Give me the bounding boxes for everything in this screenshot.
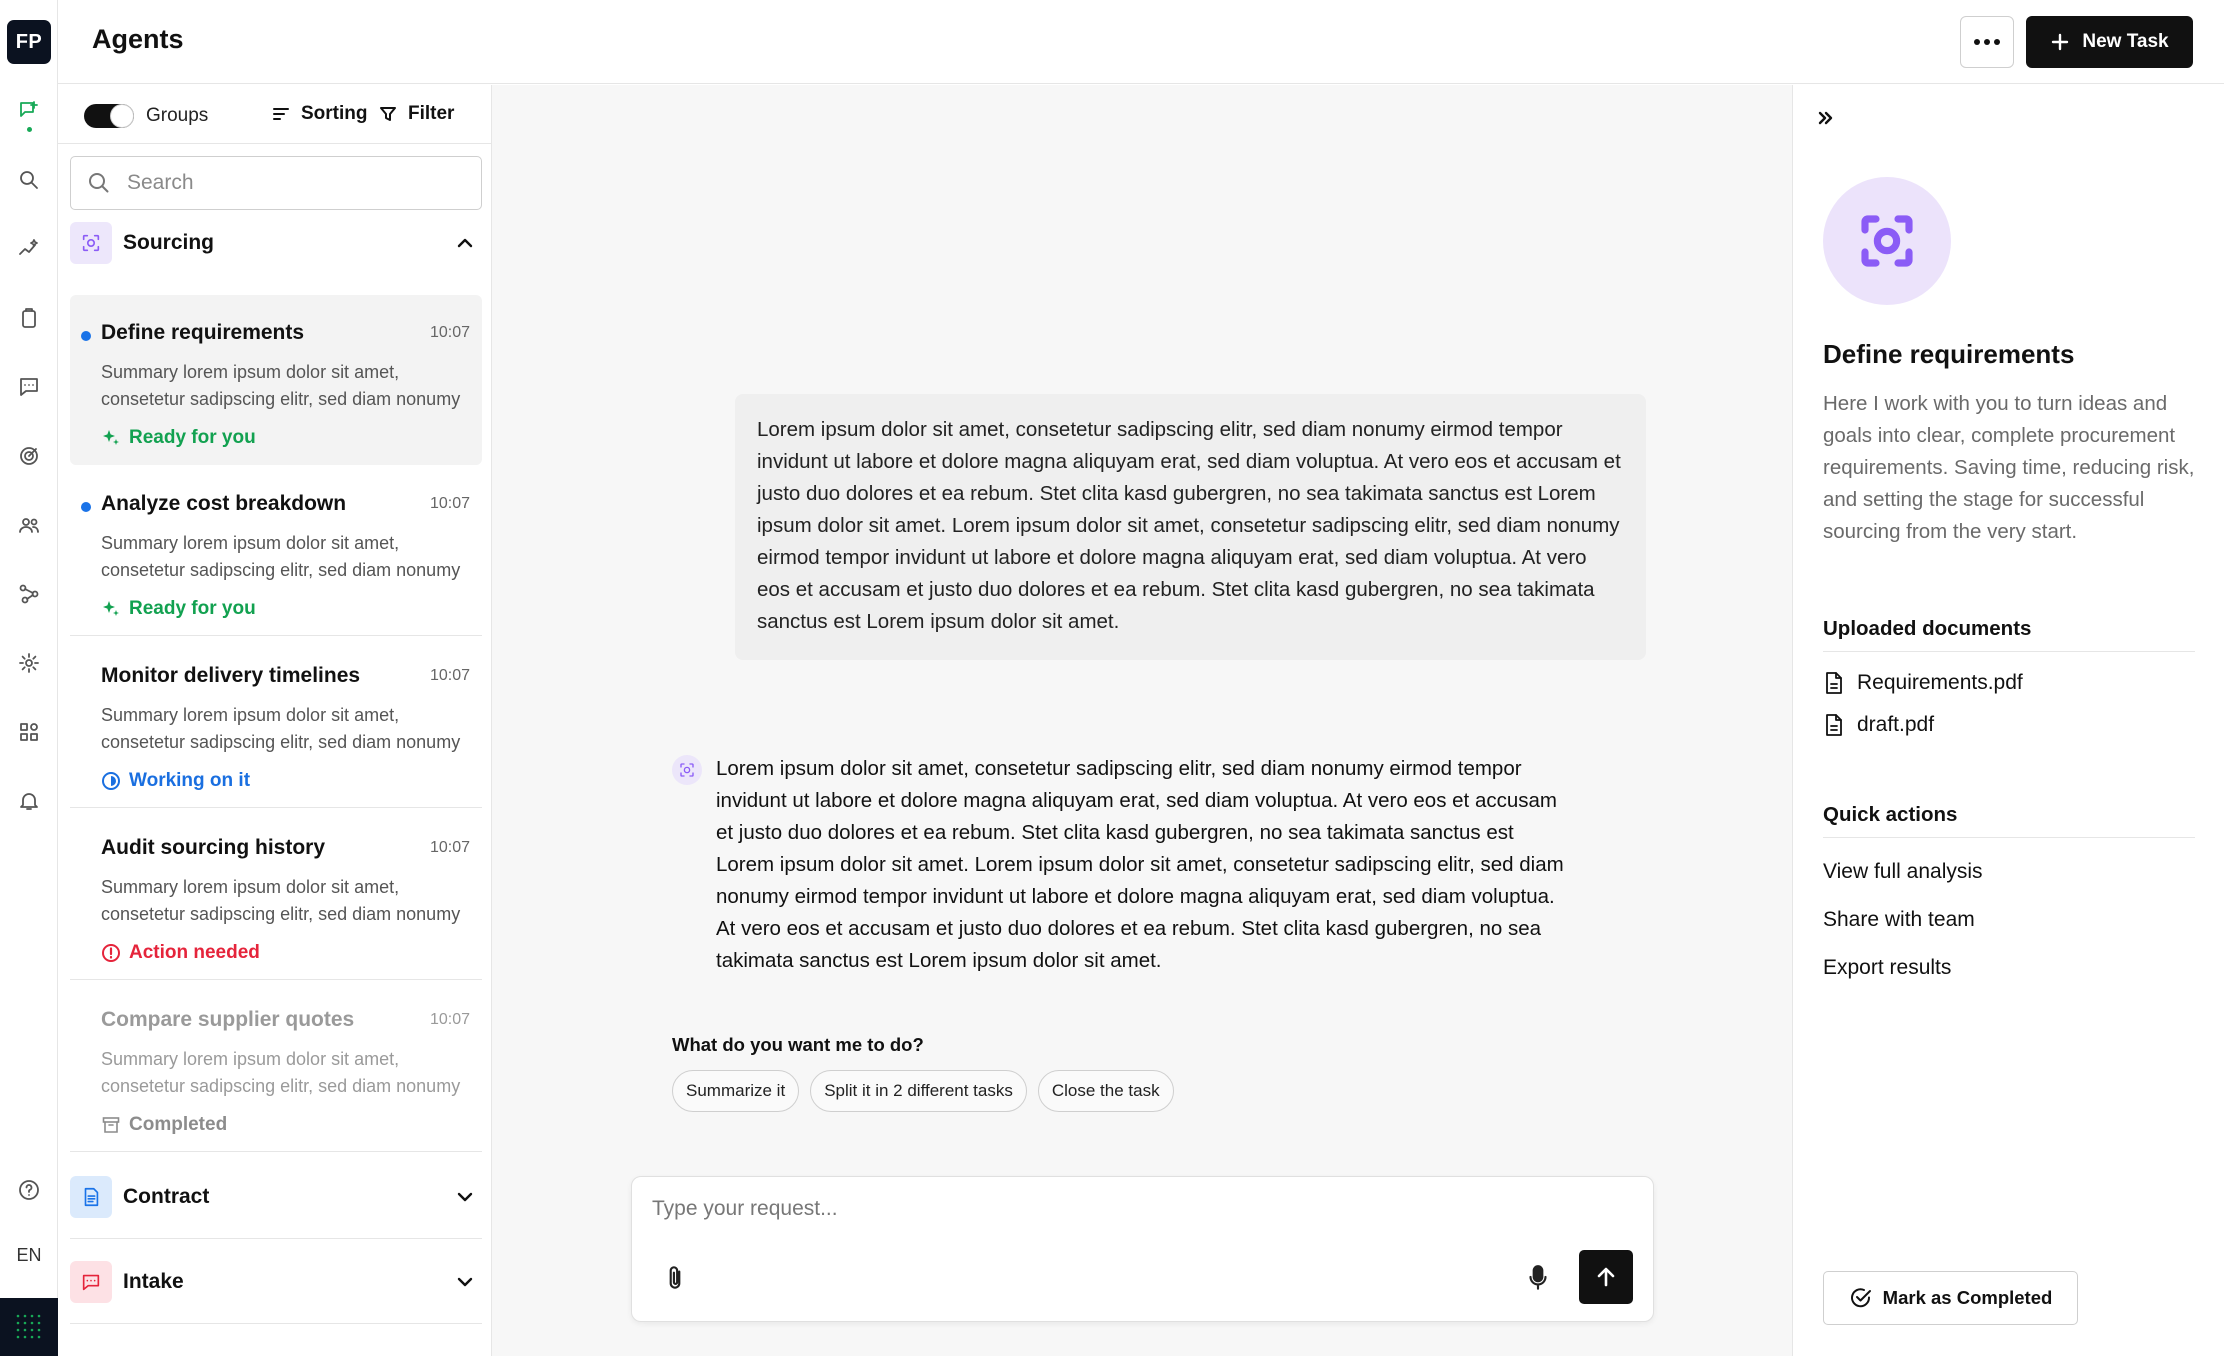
task-title: Analyze cost breakdown [101, 492, 347, 515]
microphone-icon[interactable] [1525, 1263, 1555, 1297]
nav-search-icon[interactable] [14, 165, 44, 195]
quick-action-share[interactable]: Share with team [1823, 908, 1975, 931]
task-title: Define requirements [101, 321, 305, 344]
divider [70, 1238, 482, 1239]
nav-workflow-icon[interactable] [14, 579, 44, 609]
sparkle-icon [101, 599, 121, 619]
nav-rail [0, 0, 58, 1356]
task-title: Audit sourcing history [101, 836, 326, 859]
chevron-down-icon[interactable] [454, 1271, 476, 1293]
status-badge: Ready for you [101, 598, 256, 620]
unread-dot [81, 502, 91, 512]
status-badge: Action needed [101, 942, 260, 964]
groups-toggle[interactable] [84, 104, 134, 128]
new-task-label: New Task [2082, 31, 2169, 52]
task-title: Monitor delivery timelines [101, 664, 361, 687]
status-badge: Completed [101, 1114, 227, 1136]
alert-icon [101, 943, 121, 963]
group-header-contract[interactable] [70, 1175, 482, 1219]
new-task-button[interactable] [2026, 16, 2193, 68]
request-input[interactable] [652, 1197, 1632, 1231]
quick-action-view-analysis[interactable]: View full analysis [1823, 860, 1983, 883]
nav-target-icon[interactable] [14, 441, 44, 471]
nav-agents-icon[interactable] [14, 96, 44, 126]
agent-avatar [672, 755, 702, 785]
group-name: Contract [123, 1185, 210, 1208]
nav-notifications-icon[interactable] [14, 786, 44, 816]
chip-summarize[interactable]: Summarize it [672, 1070, 799, 1112]
chevron-up-icon[interactable] [454, 232, 476, 254]
task-summary: Summary lorem ipsum dolor sit amet, consetetur sadipscing elitr, sed diam nonumy [101, 533, 461, 580]
task-summary: Summary lorem ipsum dolor sit amet, consetetur sadipscing elitr, sed diam nonumy [101, 1049, 461, 1096]
nav-help-icon[interactable] [14, 1175, 44, 1205]
divider [70, 1323, 482, 1324]
group-header-sourcing[interactable] [70, 221, 482, 265]
status-badge: Ready for you [101, 427, 256, 449]
nav-settings-icon[interactable] [14, 648, 44, 678]
chevron-down-icon[interactable] [454, 1186, 476, 1208]
app-grid-button[interactable] [0, 1298, 58, 1356]
question-label: What do you want me to do? [672, 1034, 924, 1055]
scan-icon [1854, 208, 1920, 274]
details-panel [1792, 85, 2224, 1356]
task-item-audit-history[interactable] [70, 810, 482, 980]
sort-icon [271, 104, 291, 124]
chat-area [492, 85, 1792, 1356]
unread-dot [81, 331, 91, 341]
nav-messages-icon[interactable] [14, 372, 44, 402]
group-name: Intake [123, 1270, 184, 1293]
document-item[interactable]: draft.pdf [1823, 713, 1934, 737]
document-icon [70, 1176, 112, 1218]
search-input[interactable] [127, 167, 467, 199]
task-time: 10:07 [429, 1011, 470, 1028]
group-header-intake[interactable] [70, 1260, 482, 1304]
quick-action-export[interactable]: Export results [1823, 956, 1952, 979]
document-item[interactable]: Requirements.pdf [1823, 671, 2023, 695]
page-title: Agents [92, 24, 184, 54]
sparkle-icon [101, 428, 121, 448]
nav-apps-icon[interactable] [14, 717, 44, 747]
task-summary: Summary lorem ipsum dolor sit amet, consetetur sadipscing elitr, sed diam nonumy [101, 362, 461, 409]
archive-icon [101, 1115, 121, 1135]
chip-close-task[interactable]: Close the task [1038, 1070, 1174, 1112]
sorting-button[interactable]: Sorting [271, 103, 368, 125]
check-circle-icon [1849, 1286, 1873, 1310]
task-summary: Summary lorem ipsum dolor sit amet, consetetur sadipscing elitr, sed diam nonumy [101, 705, 461, 752]
mark-completed-button[interactable]: Mark as Completed [1823, 1271, 2078, 1325]
file-icon [1823, 671, 1845, 695]
plus-icon [2050, 32, 2070, 52]
task-time: 10:07 [429, 839, 470, 856]
chip-split-tasks[interactable]: Split it in 2 different tasks [810, 1070, 1027, 1112]
groups-label: Groups [146, 105, 209, 126]
agent-message-text: Lorem ipsum dolor sit amet, consetetur sadipscing elitr, sed diam nonumy eirmod tempor invidunt ut labore et dolore magna aliquyam erat, sed diam voluptua. At vero eos et accusam et justo duo dolores et ea rebum. Stet clita kasd gubergren, no sea takimata sanctus est Lorem ipsum dolor sit amet. Lorem ipsum dolor sit amet, consetetur sadipscing elitr, sed diam nonumy eirmod tempor invidunt ut labore et dolore magna aliquyam erat, sed diam voluptua. At vero eos et accusam et justo duo dolores et ea rebum. Stet clita kasd gubergren, no sea takimata sanctus est Lorem ipsum dolor sit amet. [716, 757, 1564, 972]
top-header [58, 0, 2224, 84]
search-icon [87, 171, 111, 195]
suggestion-chips [672, 1070, 1174, 1112]
scan-icon [70, 222, 112, 264]
documents-heading: Uploaded documents [1823, 617, 2195, 652]
active-indicator [27, 127, 32, 132]
search-field [70, 156, 482, 210]
status-badge: Working on it [101, 770, 250, 792]
nav-users-icon[interactable] [14, 510, 44, 540]
app-logo[interactable]: FP [7, 20, 51, 64]
collapse-panel-icon[interactable] [1815, 107, 1841, 133]
task-item-define-requirements[interactable] [70, 295, 482, 465]
task-title: Compare supplier quotes [101, 1008, 355, 1031]
task-list-panel [58, 85, 492, 1356]
progress-icon [101, 771, 121, 791]
task-time: 10:07 [429, 667, 470, 684]
details-description: Here I work with you to turn ideas and goals into clear, complete procurement requirements. Saving time, reducing risk, and setting the stage for successful sourcing from the very start. [1823, 392, 2195, 543]
more-icon [1974, 39, 1980, 45]
user-message: Lorem ipsum dolor sit amet, consetetur sadipscing elitr, sed diam nonumy eirmod tempor invidunt ut labore et dolore magna aliquyam erat, sed diam voluptua. At vero eos et accusam et justo duo dolores et ea rebum. Stet clita kasd gubergren, no sea takimata sanctus est Lorem ipsum dolor sit amet. Lorem ipsum dolor sit amet, consetetur sadipscing elitr, sed diam nonumy eirmod tempor invidunt ut labore et dolore magna aliquyam erat, sed diam voluptua. At vero eos et accusam et justo duo dolores et ea rebum. Stet clita kasd gubergren, no sea takimata sanctus est Lorem ipsum dolor sit amet. [735, 394, 1646, 660]
details-title: Define requirements [1823, 339, 2075, 369]
message-composer [631, 1176, 1654, 1322]
paperclip-icon[interactable] [662, 1263, 692, 1297]
task-time: 10:07 [429, 324, 470, 341]
task-item-compare-quotes[interactable] [70, 982, 482, 1152]
nav-analytics-icon[interactable] [14, 234, 44, 264]
task-item-analyze-cost[interactable] [70, 466, 482, 636]
filter-icon [378, 104, 398, 124]
language-switch[interactable]: EN [16, 1245, 42, 1265]
send-button[interactable] [1579, 1250, 1633, 1304]
scan-icon [678, 761, 696, 779]
task-item-monitor-delivery[interactable] [70, 638, 482, 808]
quick-actions-heading: Quick actions [1823, 803, 2195, 838]
more-options-button[interactable] [1960, 16, 2014, 68]
chat-icon [70, 1261, 112, 1303]
task-summary: Summary lorem ipsum dolor sit amet, consetetur sadipscing elitr, sed diam nonumy [101, 877, 461, 924]
arrow-up-icon [1593, 1264, 1619, 1290]
nav-clipboard-icon[interactable] [14, 303, 44, 333]
task-time: 10:07 [429, 495, 470, 512]
filter-button[interactable]: Filter [378, 103, 454, 125]
file-icon [1823, 713, 1845, 737]
agent-hero-avatar [1823, 177, 1951, 305]
dots-grid-icon [14, 1312, 44, 1342]
list-toolbar [58, 85, 492, 144]
group-name: Sourcing [123, 231, 215, 254]
